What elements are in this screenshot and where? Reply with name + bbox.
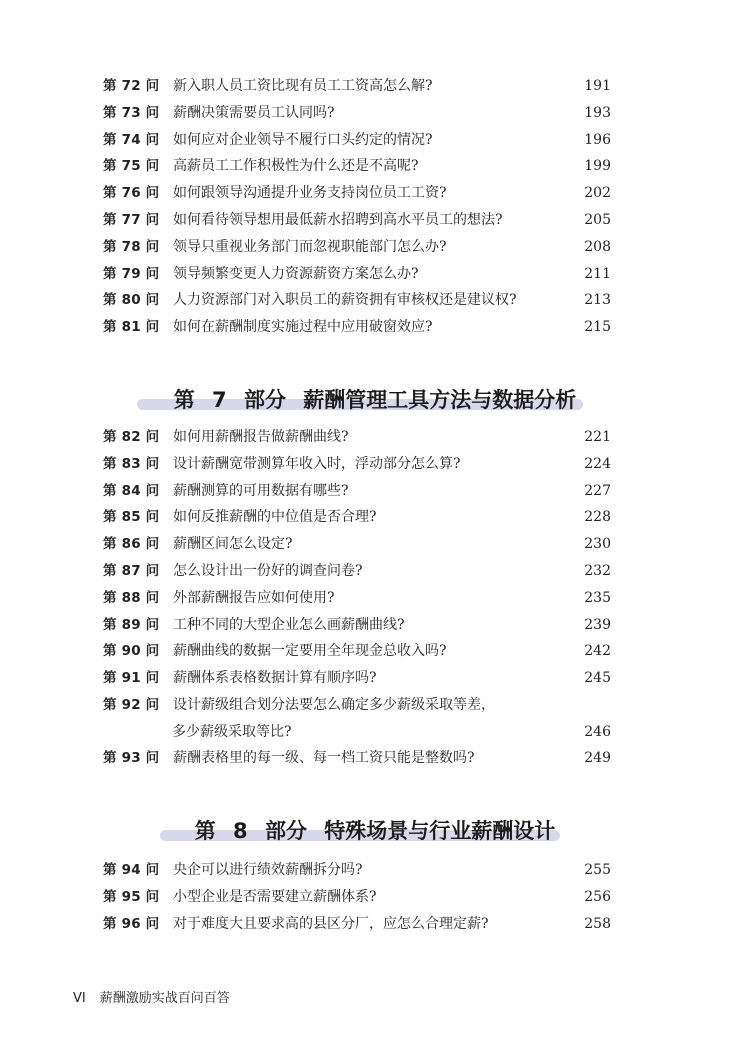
toc-entry[interactable] xyxy=(103,506,611,533)
question-title: 薪酬曲线的数据一定要用全年现金总收入吗? xyxy=(173,643,447,660)
question-title: 领导只重视业务部门而忽视职能部门怎么办? xyxy=(173,238,447,255)
question-title: 如何用薪酬报告做薪酬曲线? xyxy=(173,429,349,445)
question-number: 第 89 问 xyxy=(103,616,160,633)
page-number: 245 xyxy=(584,670,611,687)
toc-entry[interactable] xyxy=(103,129,611,156)
question-title: 对于难度大且要求高的县区分厂，应怎么合理定薪? xyxy=(173,915,489,932)
section-heading-part7 xyxy=(0,384,750,414)
page-number: 228 xyxy=(584,509,611,526)
question-number: 第 78 问 xyxy=(103,238,160,255)
question-title: 设计薪酬宽带测算年收入时，浮动部分怎么算? xyxy=(173,455,461,472)
question-number: 第 73 问 xyxy=(103,104,160,121)
question-number: 第 82 问 xyxy=(103,429,160,445)
question-number: 第 95 问 xyxy=(103,888,160,905)
toc-entry[interactable] xyxy=(103,316,611,343)
toc-entry[interactable] xyxy=(103,560,611,587)
toc-entry[interactable] xyxy=(103,289,611,316)
toc-entry[interactable] xyxy=(103,587,611,614)
toc-entry[interactable] xyxy=(103,426,611,453)
toc-entry[interactable] xyxy=(103,694,611,747)
toc-entry[interactable] xyxy=(103,75,611,102)
page-number: 199 xyxy=(584,158,611,175)
page-number: 191 xyxy=(584,78,611,94)
page-number: 208 xyxy=(584,238,611,255)
question-title: 薪酬体系表格数据计算有顺序吗? xyxy=(173,670,377,687)
page-number: 215 xyxy=(584,319,611,336)
page-number: 227 xyxy=(584,482,611,499)
toc-group-part7 xyxy=(103,426,611,774)
question-number: 第 93 问 xyxy=(103,749,160,766)
toc-entry[interactable] xyxy=(103,747,611,774)
question-title: 央企可以进行绩效薪酬拆分吗? xyxy=(173,862,363,878)
section-title: 第 8 部分 特殊场景与行业薪酬设计 xyxy=(194,819,556,843)
question-title: 怎么设计出一份好的调查问卷? xyxy=(173,562,363,579)
question-title: 人力资源部门对入职员工的薪资拥有审核权还是建议权? xyxy=(173,292,517,309)
question-title: 薪酬区间怎么设定? xyxy=(173,536,293,553)
question-title: 薪酬决策需要员工认同吗? xyxy=(173,104,335,121)
toc-entry[interactable] xyxy=(103,886,611,913)
page-number: 211 xyxy=(584,265,611,282)
toc-entry[interactable] xyxy=(103,102,611,129)
question-title: 新入职人员工资比现有员工工资高怎么解? xyxy=(173,78,433,94)
toc-entry[interactable] xyxy=(103,263,611,290)
question-number: 第 81 问 xyxy=(103,319,160,336)
question-number: 第 74 问 xyxy=(103,131,160,148)
question-title-line1: 设计薪级组合划分法要怎么确定多少薪级采取等差， xyxy=(173,696,495,713)
section-heading-part8 xyxy=(0,815,750,845)
question-number: 第 85 问 xyxy=(103,509,160,526)
page-number: 235 xyxy=(584,589,611,606)
toc-group-part8 xyxy=(103,859,611,939)
page-number: 239 xyxy=(584,616,611,633)
toc-entry[interactable] xyxy=(103,453,611,480)
toc-entry[interactable] xyxy=(103,614,611,641)
toc-entry[interactable] xyxy=(103,182,611,209)
page-number: 242 xyxy=(584,643,611,660)
toc-entry[interactable] xyxy=(103,533,611,560)
question-title-line2: 多少薪级采取等比? xyxy=(172,723,292,740)
question-number: 第 72 问 xyxy=(103,78,160,94)
page-number: 205 xyxy=(584,211,611,228)
question-number: 第 90 问 xyxy=(103,643,160,660)
question-number: 第 88 问 xyxy=(103,589,160,606)
question-title: 如何应对企业领导不履行口头约定的情况? xyxy=(173,131,433,148)
question-number: 第 92 问 xyxy=(103,696,160,713)
question-number: 第 76 问 xyxy=(103,185,160,202)
toc-entry[interactable] xyxy=(103,209,611,236)
question-number: 第 80 问 xyxy=(103,292,160,309)
page-number: 246 xyxy=(584,723,611,740)
question-number: 第 94 问 xyxy=(103,862,160,878)
toc-entry[interactable] xyxy=(103,236,611,263)
question-number: 第 86 问 xyxy=(103,536,160,553)
page-number: 255 xyxy=(584,862,611,878)
section-title: 第 7 部分 薪酬管理工具方法与数据分析 xyxy=(173,388,577,412)
page-number: 213 xyxy=(584,292,611,309)
page-number: 202 xyxy=(584,185,611,202)
toc-entry[interactable] xyxy=(103,640,611,667)
question-title: 领导频繁变更人力资源薪资方案怎么办? xyxy=(173,265,419,282)
question-title: 高薪员工工作积极性为什么还是不高呢? xyxy=(173,158,419,175)
question-number: 第 75 问 xyxy=(103,158,160,175)
question-number: 第 83 问 xyxy=(103,455,160,472)
question-number: 第 96 问 xyxy=(103,915,160,932)
page-number: 232 xyxy=(584,562,611,579)
page-number: 249 xyxy=(584,749,611,766)
toc-entry[interactable] xyxy=(103,913,611,940)
question-title xyxy=(173,694,571,743)
question-number: 第 77 问 xyxy=(103,211,160,228)
question-title: 如何跟领导沟通提升业务支持岗位员工工资? xyxy=(173,185,447,202)
question-title: 如何反推薪酬的中位值是否合理? xyxy=(173,509,377,526)
page-number: 193 xyxy=(584,104,611,121)
question-title: 如何看待领导想用最低薪水招聘到高水平员工的想法? xyxy=(173,211,503,228)
page-footer xyxy=(73,987,230,1006)
footer-book-title: 薪酬激励实战百问百答 xyxy=(99,991,230,1006)
question-number: 第 79 问 xyxy=(103,265,160,282)
page-number: 224 xyxy=(584,455,611,472)
toc-group-part6 xyxy=(103,75,611,343)
question-number: 第 87 问 xyxy=(103,562,160,579)
question-title: 薪酬测算的可用数据有哪些? xyxy=(173,482,349,499)
footer-page-label: VI xyxy=(73,991,86,1006)
question-number: 第 91 问 xyxy=(103,670,160,687)
question-number: 第 84 问 xyxy=(103,482,160,499)
page-number: 256 xyxy=(584,888,611,905)
page-number: 196 xyxy=(584,131,611,148)
page-number: 221 xyxy=(584,429,611,445)
toc-entry[interactable] xyxy=(103,155,611,182)
question-title: 外部薪酬报告应如何使用? xyxy=(173,589,335,606)
toc-entry[interactable] xyxy=(103,480,611,507)
toc-entry[interactable] xyxy=(103,859,611,886)
question-title: 工种不同的大型企业怎么画薪酬曲线? xyxy=(173,616,405,633)
page-number: 258 xyxy=(584,915,611,932)
toc-entry[interactable] xyxy=(103,667,611,694)
question-title: 如何在薪酬制度实施过程中应用破窗效应? xyxy=(173,319,433,336)
question-title: 小型企业是否需要建立薪酬体系? xyxy=(173,888,377,905)
question-title: 薪酬表格里的每一级、每一档工资只能是整数吗? xyxy=(173,749,475,766)
page-number: 230 xyxy=(584,536,611,553)
